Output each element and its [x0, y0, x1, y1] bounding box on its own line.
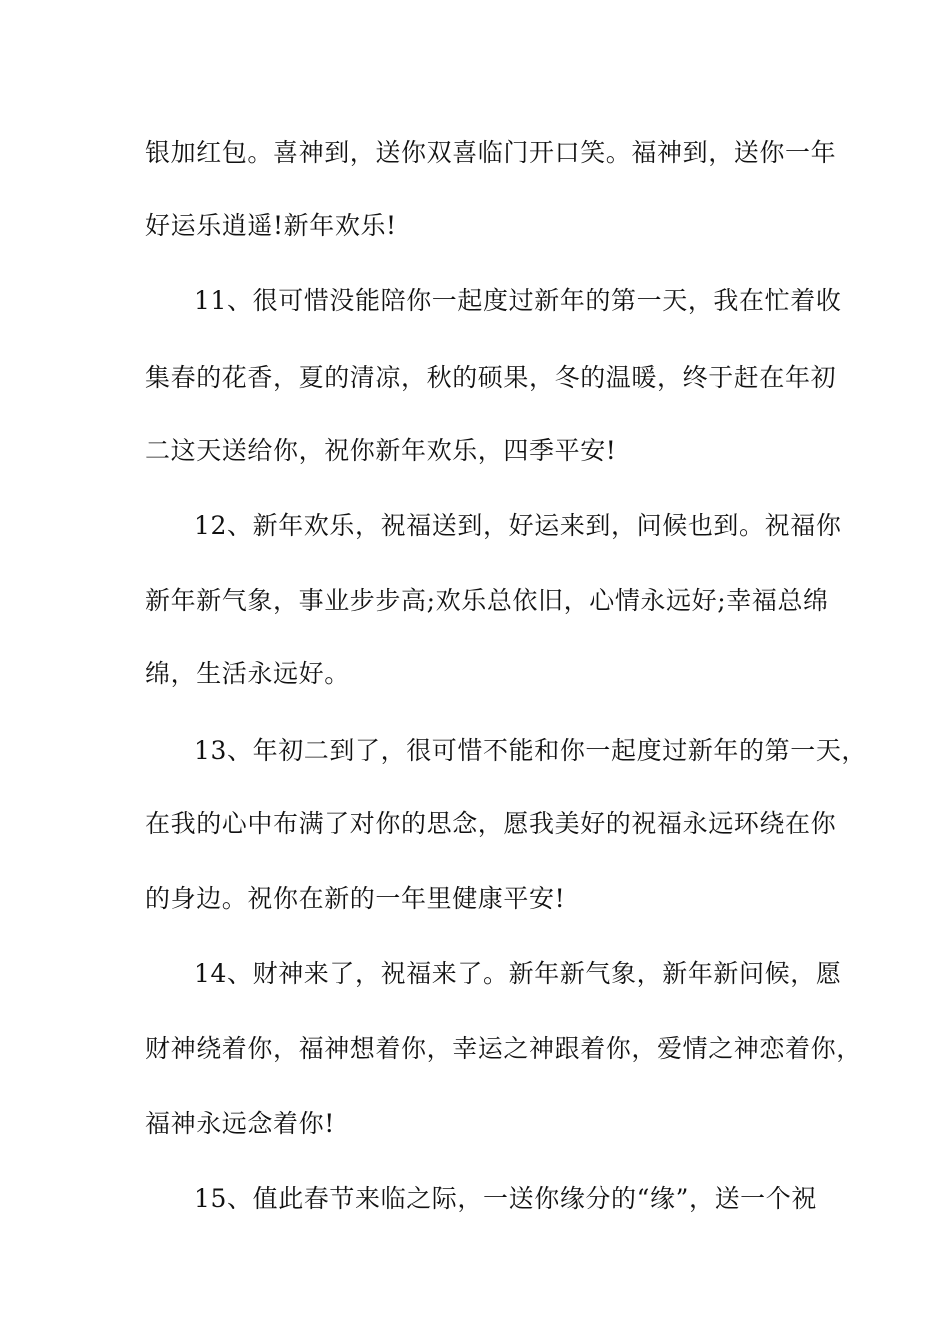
paragraph-14-start: 14、财神来了，祝福来了。新年新气象，新年新问候，愿 — [194, 959, 842, 988]
text-line: 好运乐逍遥!新年欢乐! — [145, 211, 397, 240]
text-line: 新年新气象，事业步步高;欢乐总依旧，心情永远好;幸福总绵 — [145, 586, 829, 615]
text-line: 银加红包。喜神到，送你双喜临门开口笑。福神到，送你一年 — [145, 138, 837, 167]
text-line: 福神永远念着你! — [145, 1109, 335, 1138]
paragraph-13-start: 13、年初二到了，很可惜不能和你一起度过新年的第一天， — [194, 736, 868, 765]
paragraph-11-start: 11、很可惜没能陪你一起度过新年的第一天，我在忙着收 — [194, 286, 842, 315]
text-line: 在我的心中布满了对你的思念，愿我美好的祝福永远环绕在你 — [145, 809, 837, 838]
text-line: 财神绕着你，福神想着你，幸运之神跟着你，爱情之神恋着你， — [145, 1034, 862, 1063]
text-line: 二这天送给你，祝你新年欢乐，四季平安! — [145, 436, 617, 465]
text-line: 的身边。祝你在新的一年里健康平安! — [145, 884, 566, 913]
paragraph-15-start: 15、值此春节来临之际，一送你缘分的“缘”，送一个祝 — [194, 1184, 817, 1213]
paragraph-12-start: 12、新年欢乐，祝福送到，好运来到，问候也到。祝福你 — [194, 511, 842, 540]
text-line: 绵，生活永远好。 — [145, 659, 350, 688]
text-line: 集春的花香，夏的清凉，秋的硕果，冬的温暖，终于赶在年初 — [145, 363, 837, 392]
